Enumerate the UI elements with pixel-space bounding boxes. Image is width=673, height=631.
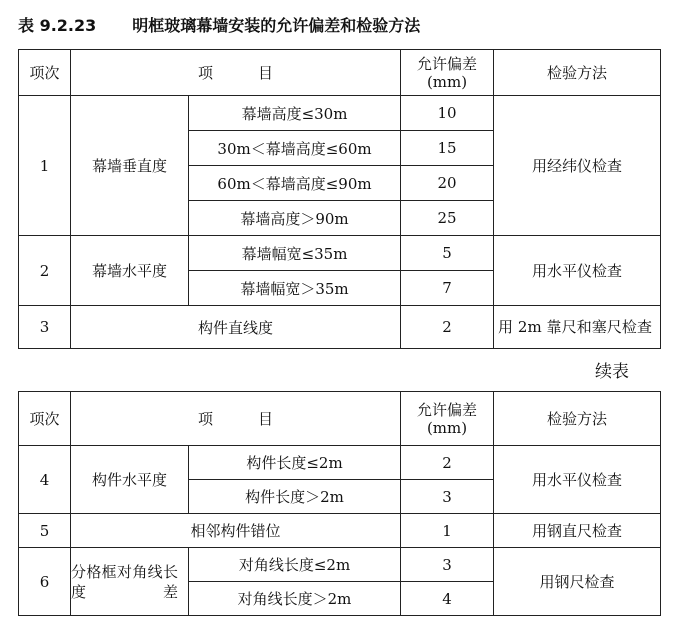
value-cell: 5	[401, 236, 494, 271]
index-cell: 6	[19, 548, 71, 616]
header-deviation: 允许偏差 (mm)	[401, 50, 494, 96]
table-number: 表 9.2.23	[18, 16, 97, 35]
value-cell: 3	[401, 548, 494, 582]
header-method: 检验方法	[494, 392, 661, 446]
sub-item-cell: 对角线长度≤2m	[189, 548, 401, 582]
item-cell: 幕墙水平度	[71, 236, 189, 306]
value-cell: 3	[401, 480, 494, 514]
method-cell: 用经纬仪检查	[494, 96, 661, 236]
value-cell: 15	[401, 131, 494, 166]
index-cell: 3	[19, 306, 71, 349]
header-method: 检验方法	[494, 50, 661, 96]
index-cell: 2	[19, 236, 71, 306]
index-cell: 4	[19, 446, 71, 514]
table-row	[19, 96, 661, 131]
method-cell: 用钢直尺检查	[494, 514, 661, 548]
table-row	[19, 446, 661, 480]
header-item: 项 目	[71, 392, 401, 446]
sub-item-cell: 30m＜幕墙高度≤60m	[189, 131, 401, 166]
sub-item-cell: 幕墙幅宽≤35m	[189, 236, 401, 271]
deviation-table-1	[18, 49, 661, 349]
item-cell: 相邻构件错位	[71, 514, 401, 548]
sub-item-cell: 幕墙幅宽＞35m	[189, 271, 401, 306]
index-cell: 1	[19, 96, 71, 236]
header-index: 项次	[19, 392, 71, 446]
value-cell: 4	[401, 582, 494, 616]
method-cell: 用钢尺检查	[494, 548, 661, 616]
method-cell: 用水平仪检查	[494, 446, 661, 514]
table-caption: 明框玻璃幕墙安装的允许偏差和检验方法	[132, 16, 421, 35]
value-cell: 7	[401, 271, 494, 306]
value-cell: 2	[401, 306, 494, 349]
value-cell: 2	[401, 446, 494, 480]
table-header-row	[19, 392, 661, 446]
header-item: 项 目	[71, 50, 401, 96]
index-cell: 5	[19, 514, 71, 548]
table-header-row	[19, 50, 661, 96]
sub-item-cell: 构件长度＞2m	[189, 480, 401, 514]
table-row	[19, 548, 661, 582]
deviation-table-2	[18, 391, 661, 616]
table-row	[19, 306, 661, 349]
sub-item-cell: 构件长度≤2m	[189, 446, 401, 480]
sub-item-cell: 幕墙高度＞90m	[189, 201, 401, 236]
item-cell: 分格框对角线长度差	[71, 548, 189, 616]
value-cell: 25	[401, 201, 494, 236]
value-cell: 20	[401, 166, 494, 201]
table-title	[18, 10, 658, 42]
sub-item-cell: 幕墙高度≤30m	[189, 96, 401, 131]
value-cell: 1	[401, 514, 494, 548]
header-index: 项次	[19, 50, 71, 96]
item-cell: 构件直线度	[71, 306, 401, 349]
table-row	[19, 236, 661, 271]
sub-item-cell: 对角线长度＞2m	[189, 582, 401, 616]
method-cell: 用 2m 靠尺和塞尺检查	[494, 306, 661, 349]
item-cell: 幕墙垂直度	[71, 96, 189, 236]
item-cell: 构件水平度	[71, 446, 189, 514]
method-cell: 用水平仪检查	[494, 236, 661, 306]
table-row	[19, 514, 661, 548]
sub-item-cell: 60m＜幕墙高度≤90m	[189, 166, 401, 201]
header-deviation: 允许偏差 (mm)	[401, 392, 494, 446]
continued-label: 续表	[595, 362, 629, 382]
value-cell: 10	[401, 96, 494, 131]
